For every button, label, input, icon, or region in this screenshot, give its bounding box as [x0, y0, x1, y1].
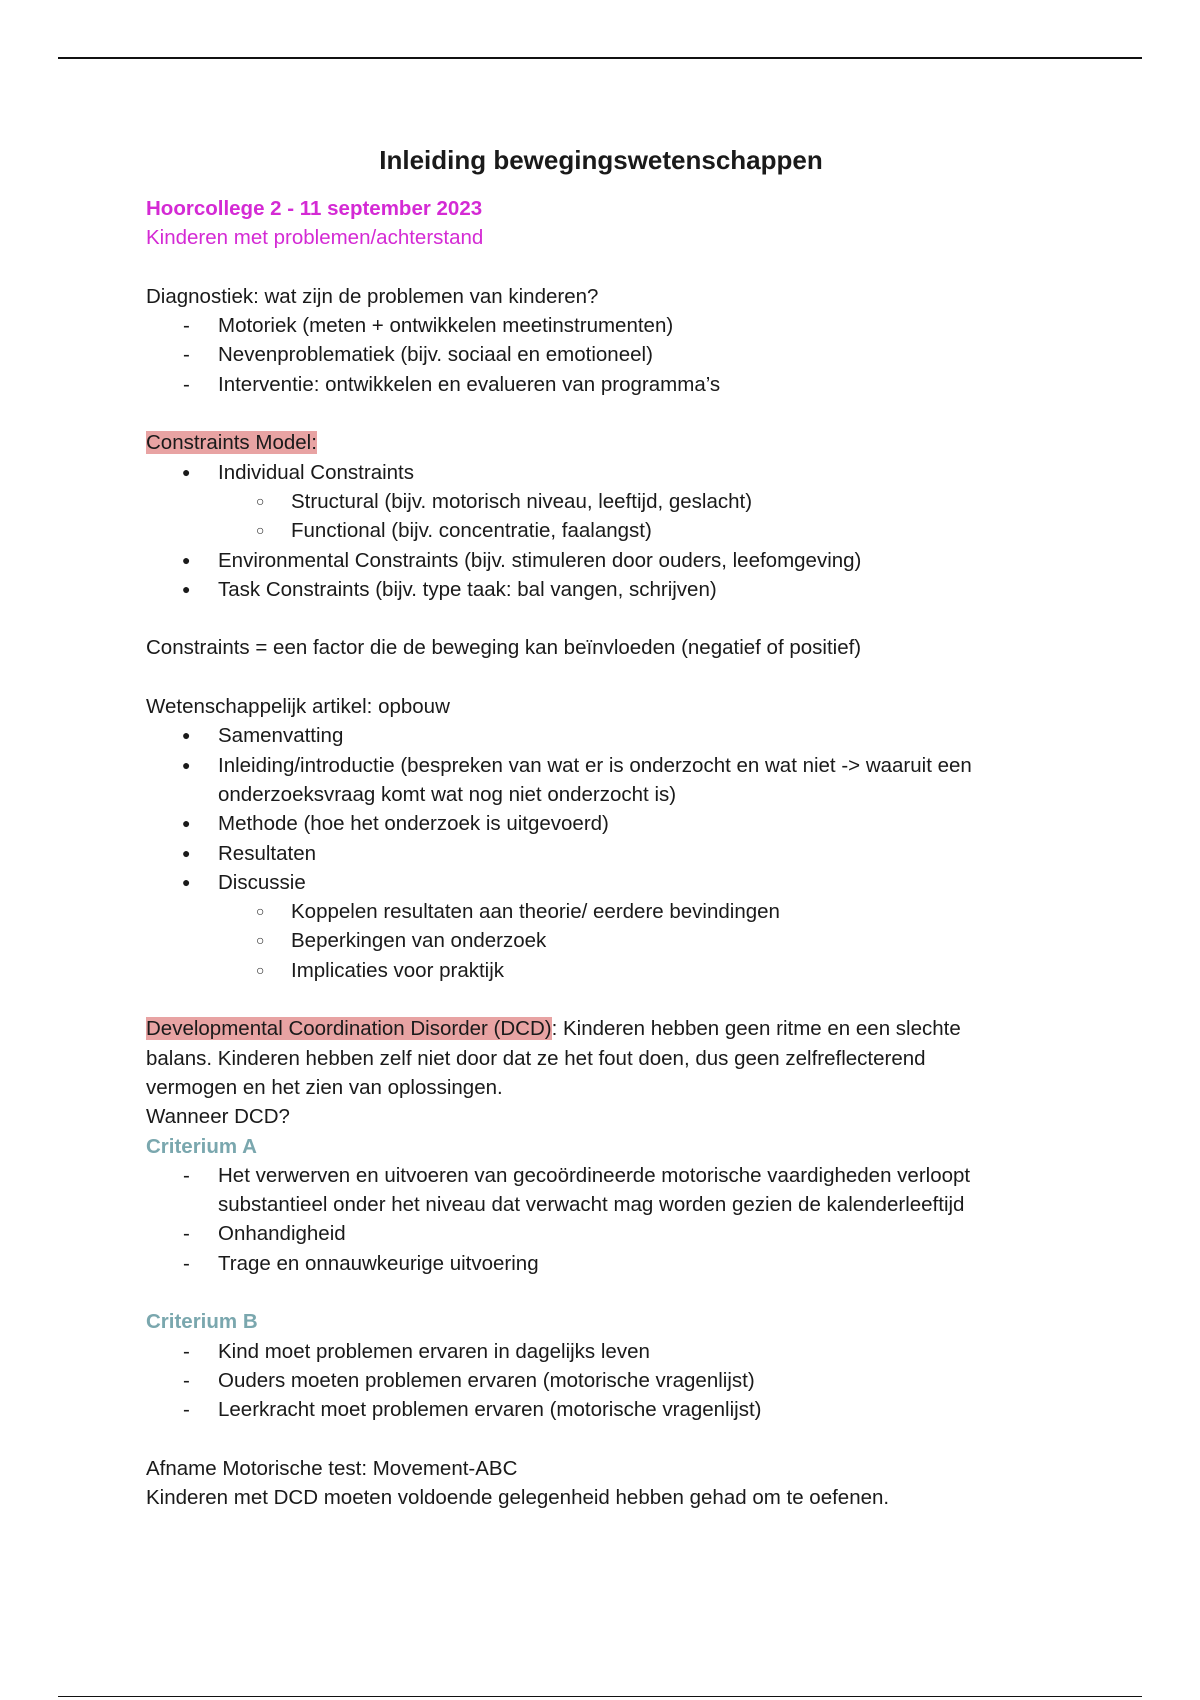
list-item: - Interventie: ontwikkelen en evalueren van programma’s: [146, 370, 1046, 399]
list-item: ● Methode (hoe het onderzoek is uitgevoerd): [146, 809, 1046, 838]
criterium-a-list: [146, 1161, 1046, 1278]
diagnostics-intro: Diagnostiek: wat zijn de problemen van kinderen?: [146, 284, 599, 308]
constraints-list-continued: [146, 546, 1046, 605]
list-item: - Leerkracht moet problemen ervaren (motorische vragenlijst): [146, 1395, 1046, 1424]
criterium-b-label: Criterium B: [146, 1310, 258, 1334]
list-item: ○ Implicaties voor praktijk: [146, 956, 1046, 985]
criterium-b-list: [146, 1337, 1046, 1425]
practice-note: Kinderen met DCD moeten voldoende gelegenheid hebben gehad om te oefenen.: [146, 1486, 890, 1510]
lecture-heading: Hoorcollege 2 - 11 september 2023: [146, 197, 483, 220]
list-item: - Nevenproblematiek (bijv. sociaal en emotioneel): [146, 340, 1046, 369]
article-intro: Wetenschappelijk artikel: opbouw: [146, 695, 450, 719]
list-item: ○ Beperkingen van onderzoek: [146, 926, 1046, 955]
list-item: ● Inleiding/introductie (bespreken van wat er is onderzocht en wat niet -> waaruit een onderzoeksvraag komt wat nog niet onderzocht is): [146, 751, 1046, 810]
list-item: ● Resultaten: [146, 839, 1046, 868]
list-item: ○ Koppelen resultaten aan theorie/ eerdere bevindingen: [146, 897, 1046, 926]
page-title: Inleiding bewegingswetenschappen: [379, 145, 823, 175]
criterium-a-label: Criterium A: [146, 1134, 257, 1158]
list-item: - Ouders moeten problemen ervaren (motorische vragenlijst): [146, 1366, 1046, 1395]
list-item: ○ Functional (bijv. concentratie, faalangst): [146, 516, 1046, 545]
dcd-term: Developmental Coordination Disorder (DCD): [146, 1017, 552, 1041]
discussion-sublist: [146, 897, 1046, 985]
list-item: - Het verwerven en uitvoeren van gecoördineerde motorische vaardigheden verloopt substantieel onder het niveau dat verwacht mag worden gezien de kalenderleeftijd: [146, 1161, 1046, 1220]
list-item: ● Discussie: [146, 868, 1046, 897]
list-item: ● Individual Constraints: [146, 458, 1046, 487]
constraints-definition: Constraints = een factor die de beweging kan beïnvloeden (negatief of positief): [146, 636, 862, 660]
top-rule: [58, 57, 1142, 59]
dcd-question: Wanneer DCD?: [146, 1105, 290, 1129]
list-item: - Trage en onnauwkeurige uitvoering: [146, 1249, 1046, 1278]
dcd-line-1: : Kinderen hebben geen ritme en een slechte: [551, 1017, 961, 1041]
list-item: ○ Structural (bijv. motorisch niveau, leeftijd, geslacht): [146, 487, 1046, 516]
constraints-heading: Constraints Model:: [146, 431, 317, 455]
list-item: - Onhandigheid: [146, 1219, 1046, 1248]
list-item: ● Samenvatting: [146, 721, 1046, 750]
dcd-line-2: balans. Kinderen hebben zelf niet door dat ze het fout doen, dus geen zelfreflecterend: [146, 1046, 926, 1070]
dcd-line-3: vermogen en het zien van oplossingen.: [146, 1075, 503, 1099]
diagnostics-list: [146, 311, 1046, 399]
dcd-paragraph: [146, 1014, 1046, 1043]
bottom-rule: [58, 1696, 1142, 1697]
document-page: [146, 142, 1046, 1512]
article-list: [146, 721, 1046, 897]
list-item: - Kind moet problemen ervaren in dagelijks leven: [146, 1337, 1046, 1366]
list-item: - Motoriek (meten + ontwikkelen meetinstrumenten): [146, 311, 1046, 340]
constraints-list: [146, 458, 1046, 487]
individual-sublist: [146, 487, 1046, 546]
list-item: ● Environmental Constraints (bijv. stimuleren door ouders, leefomgeving): [146, 546, 1046, 575]
list-item: ● Task Constraints (bijv. type taak: bal vangen, schrijven): [146, 575, 1046, 604]
lecture-subheading: Kinderen met problemen/achterstand: [146, 226, 484, 250]
motor-test: Afname Motorische test: Movement-ABC: [146, 1456, 518, 1480]
